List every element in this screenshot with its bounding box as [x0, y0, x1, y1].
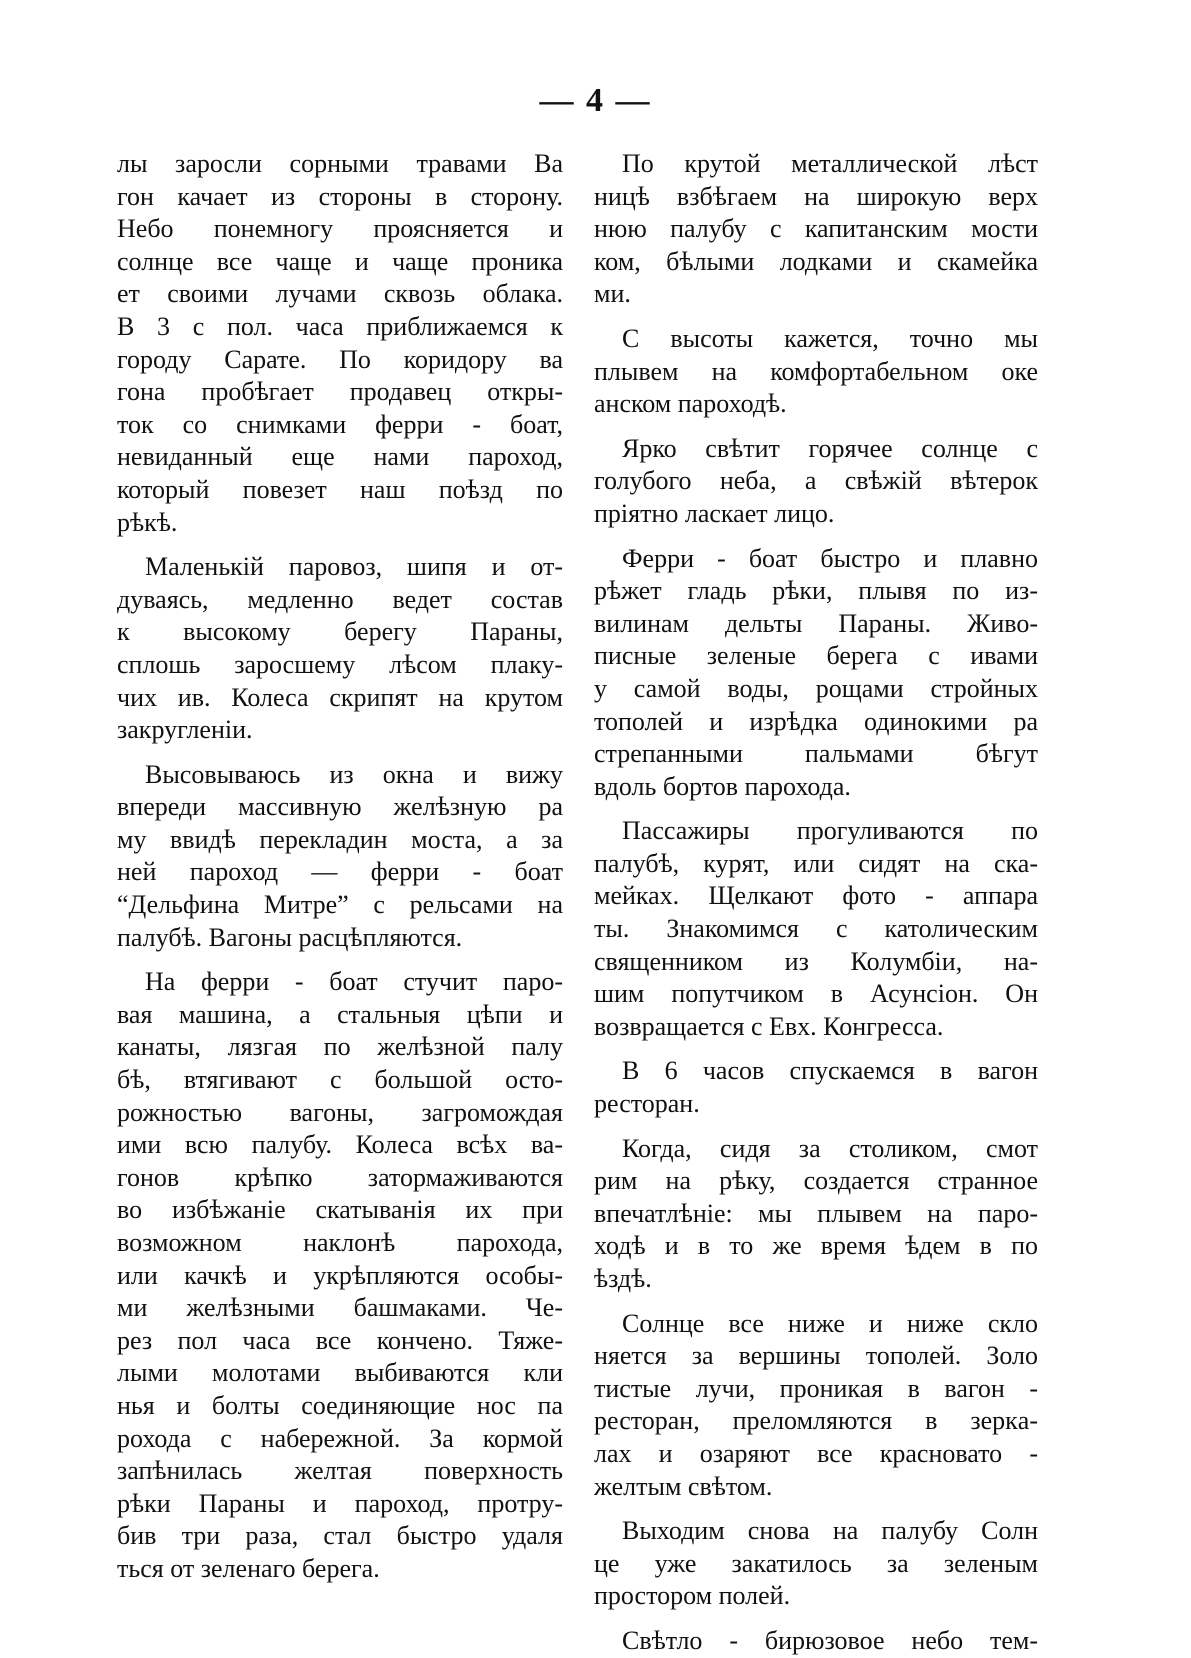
text-line: вилинам дельты Параны. Живо-	[594, 608, 1038, 638]
text-line: ней пароход — ферри - боат	[117, 857, 563, 887]
text-line: чих ив. Колеса скрипят на крутом	[117, 682, 563, 712]
paragraph	[594, 323, 1038, 421]
paragraph	[594, 433, 1038, 531]
paragraph-gap	[594, 1043, 1038, 1055]
paragraph	[594, 1625, 1038, 1658]
paragraph-gap	[594, 803, 1038, 815]
text-line: солнце все чаще и чаще проника	[117, 246, 563, 276]
text-line: или качкѣ и укрѣпляются особы-	[117, 1260, 563, 1290]
text-line: В 3 с пол. часа приближаемся к	[117, 311, 563, 341]
text-line: у самой воды, рощами стройных	[594, 673, 1038, 703]
paragraph	[594, 1308, 1038, 1504]
text-line: Небо понемногу проясняется и	[117, 214, 563, 244]
paragraph-gap	[594, 421, 1038, 433]
text-line: прiятно ласкает лицо.	[594, 498, 835, 528]
text-line: запѣнилась желтая поверхность	[117, 1456, 563, 1486]
paragraph	[117, 759, 563, 955]
left-column	[117, 148, 563, 1586]
text-line: ми желѣзными башмаками. Че-	[117, 1293, 563, 1323]
text-line: палубѣ, курят, или сидят на ска-	[594, 848, 1038, 878]
text-line: С высоты кажется, точно мы	[622, 323, 1038, 353]
text-line: ет своими лучами сквозь облака.	[117, 279, 563, 309]
text-line: ресторан.	[594, 1089, 700, 1119]
text-line: лыми молотами выбиваются кли	[117, 1358, 563, 1388]
text-line: ток со снимками ферри - боат,	[117, 409, 563, 439]
text-line: гона пробѣгает продавец откры-	[117, 377, 563, 407]
text-line: палубѣ. Вагоны расцѣпляются.	[117, 922, 463, 952]
text-line: священником из Колумбiи, на-	[594, 946, 1038, 976]
text-line: ими всю палубу. Колеса всѣх ва-	[117, 1130, 563, 1160]
text-line: тополей и изрѣдка одинокими ра	[594, 706, 1038, 736]
text-line: це уже закатилось за зеленым	[594, 1548, 1038, 1578]
text-line: Ярко свѣтит горячее солнце с	[622, 433, 1038, 463]
text-line: тистые лучи, проникая в вагон -	[594, 1373, 1038, 1403]
text-line: Солнце все ниже и ниже скло	[622, 1308, 1038, 1338]
text-line: По крутой металлической лѣст	[622, 149, 1038, 178]
paragraph	[117, 966, 563, 1585]
text-line: рѣжет гладь рѣки, плывя по из-	[594, 576, 1038, 606]
text-line: желтым свѣтом.	[594, 1471, 773, 1501]
text-line: няется за вершины тополей. Золо	[594, 1341, 1038, 1371]
text-line: На ферри - боат стучит паро-	[145, 967, 563, 997]
text-line: лах и озаряют все красновато -	[594, 1438, 1038, 1468]
paragraph-gap	[594, 1121, 1038, 1133]
text-line: Свѣтло - бирюзовое небо тем-	[622, 1625, 1038, 1655]
paragraph-gap	[117, 954, 563, 966]
paragraph-gap	[594, 1613, 1038, 1625]
text-line: который повезет наш поѣзд по	[117, 474, 563, 504]
paragraph-gap	[117, 539, 563, 551]
text-line: нья и болты соединяющие нос па	[117, 1390, 563, 1420]
page-number: — 4 —	[539, 82, 652, 119]
text-line: ми.	[594, 279, 631, 309]
text-line: гонов крѣпко затормаживаются	[117, 1162, 563, 1192]
text-line: вдоль бортов парохода.	[594, 771, 851, 801]
text-line: ницѣ взбѣгаем на широкую верх	[594, 181, 1038, 211]
text-line: простором полей.	[594, 1581, 791, 1611]
paragraph-gap	[594, 1296, 1038, 1308]
text-line: во избѣжанiе скатыванiя их при	[117, 1195, 563, 1225]
text-line: лы заросли сорными травами Ва	[117, 149, 563, 178]
text-line: ком, бѣлыми лодками и скамейка	[594, 246, 1038, 276]
text-line: возможном наклонѣ парохода,	[117, 1228, 563, 1257]
paragraph	[594, 148, 1038, 311]
text-line: гон качает из стороны в сторону.	[117, 181, 563, 211]
paragraph	[594, 1515, 1038, 1613]
text-line: дуваясь, медленно ведет состав	[117, 584, 563, 614]
text-line: писные зеленые берега с ивами	[594, 641, 1038, 671]
text-line: впечатлѣнiе: мы плывем на паро-	[594, 1198, 1038, 1228]
text-line: рохода с набережной. За кормой	[117, 1423, 563, 1453]
text-line: рим на рѣку, создается странное	[594, 1166, 1038, 1196]
text-line: рез пол часа все кончено. Тяже-	[117, 1325, 563, 1355]
text-line: канаты, лязгая по желѣзной палу	[117, 1032, 563, 1062]
text-line: Ферри - боат быстро и плавно	[622, 543, 1038, 573]
text-line: ты. Знакомимся с католическим	[594, 914, 1038, 944]
paragraph-gap	[117, 747, 563, 759]
text-line: закругленiи.	[117, 715, 253, 745]
text-line: шим попутчиком в Асунсiон. Он	[594, 979, 1038, 1009]
text-line: рѣки Параны и пароход, протру-	[117, 1488, 563, 1518]
text-line: нюю палубу с капитанским мости	[594, 214, 1038, 244]
text-line: голубого неба, а свѣжiй вѣтерок	[594, 466, 1038, 496]
text-line: Выходим снова на палубу Солн	[622, 1516, 1038, 1546]
text-line: “Дельфина Митре” с рельсами на	[117, 890, 563, 920]
text-line: В 6 часов спускаемся в вагон	[622, 1056, 1038, 1086]
text-line: возвращается с Евх. Конгресса.	[594, 1011, 944, 1041]
text-line: к высокому берегу Параны,	[117, 617, 563, 647]
text-line: ѣздѣ.	[594, 1264, 652, 1293]
text-line: анском пароходѣ.	[594, 389, 787, 419]
text-line: впереди массивную желѣзную ра	[117, 792, 563, 822]
text-line: рѣкѣ.	[117, 507, 178, 537]
text-line: Высовываюсь из окна и вижу	[145, 759, 563, 789]
paragraph	[117, 551, 563, 747]
text-line: мейках. Щелкают фото - аппара	[594, 881, 1038, 911]
text-line: Когда, сидя за столиком, смот	[622, 1133, 1038, 1163]
text-line: рожностью вагоны, загромождая	[117, 1097, 563, 1127]
text-line: бѣ, втягивают с большой осто-	[117, 1065, 563, 1095]
text-line: бив три раза, стал быстро удаля	[117, 1521, 563, 1551]
text-line: невиданный еще нами пароход,	[117, 442, 563, 472]
paragraph-gap	[594, 311, 1038, 323]
text-line: Пассажиры прогуливаются по	[622, 816, 1038, 846]
paragraph-gap	[594, 531, 1038, 543]
right-column	[594, 148, 1038, 1658]
paragraph	[594, 1133, 1038, 1296]
text-line: сплошь заросшему лѣсом плаку-	[117, 649, 563, 679]
text-line: городу Сарате. По коридору ва	[117, 344, 563, 374]
paragraph	[117, 148, 563, 539]
paragraph	[594, 815, 1038, 1043]
paragraph	[594, 543, 1038, 804]
text-line: ходѣ и в то же время ѣдем в по	[594, 1231, 1038, 1261]
text-line: ресторан, преломляются в зеркa-	[594, 1406, 1038, 1436]
text-line: вая машина, а стальныя цѣпи и	[117, 999, 563, 1029]
text-line: му ввидѣ перекладин моста, а за	[117, 824, 563, 854]
text-line: ться от зеленаго берега.	[117, 1553, 380, 1583]
paragraph	[594, 1055, 1038, 1120]
text-line: стрепанными пальмами бѣгут	[594, 739, 1038, 769]
text-line: Маленькiй паровоз, шипя и от-	[145, 552, 563, 582]
text-line: плывем на комфортабельном оке	[594, 356, 1038, 386]
paragraph-gap	[594, 1503, 1038, 1515]
